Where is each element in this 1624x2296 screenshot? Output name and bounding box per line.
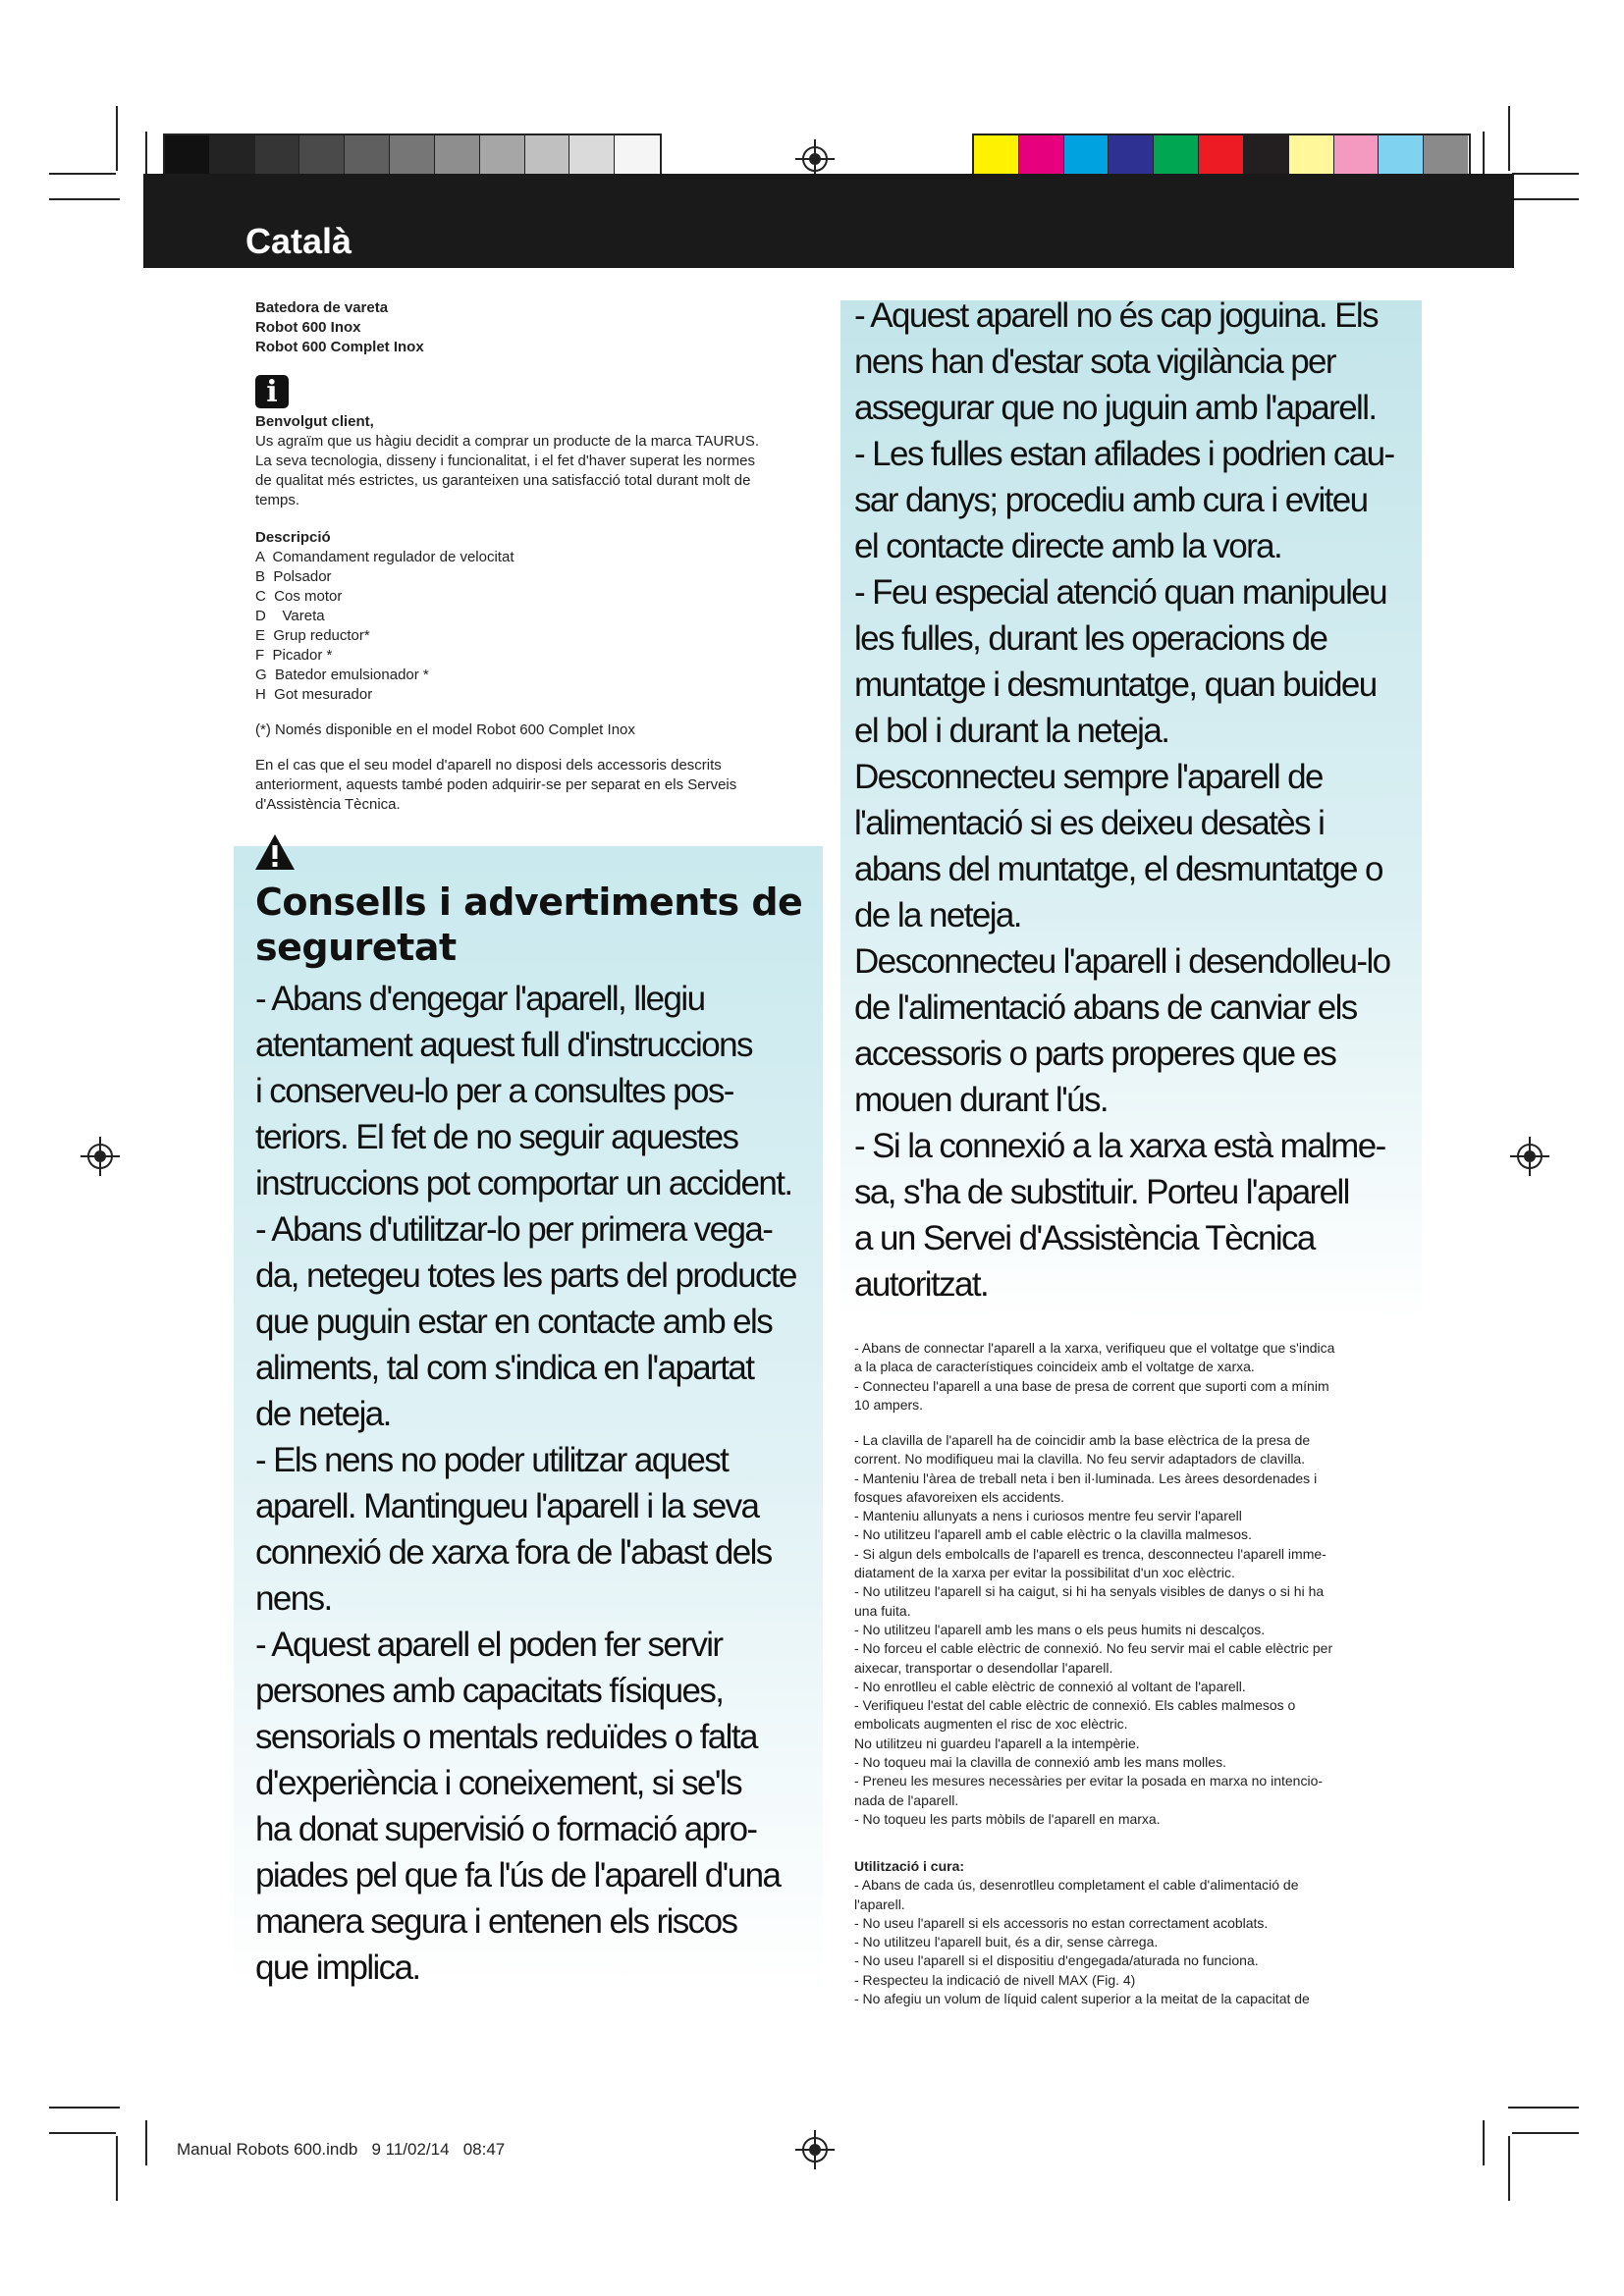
crop-mark	[49, 198, 120, 200]
intro-line: de qualitat més estrictes, us garanteixen una satisfacció total durant molt de	[255, 472, 751, 489]
small-line: - No useu l'aparell si el dispositiu d'engegada/aturada no funciona.	[854, 1952, 1259, 1969]
crop-mark	[1508, 198, 1579, 200]
safety-line: Desconnecteu l'aparell i desendolleu-lo	[854, 942, 1390, 981]
language-title: Català	[245, 221, 352, 261]
small-line: - No toqueu les parts mòbils de l'aparell en marxa.	[854, 1810, 1161, 1827]
registration-mark-icon	[795, 2130, 835, 2169]
info-icon: i	[255, 375, 289, 408]
description-item: F Picador *	[255, 647, 333, 664]
warning-icon	[253, 832, 297, 872]
safety-line: - Si la connexió a la xarxa està malme-	[854, 1127, 1385, 1165]
safety-line: nens han d'estar sota vigilància per	[854, 343, 1335, 381]
small-line: fosques afavoreixen els accidents.	[854, 1488, 1065, 1505]
crop-mark	[49, 2107, 120, 2109]
small-line: - Manteniu l'àrea de treball neta i ben il·luminada. Les àrees desordenades i	[854, 1469, 1318, 1486]
safety-line: - Aquest aparell no és cap joguina. Els	[854, 296, 1378, 335]
electrical-safety-block	[854, 1339, 1424, 1415]
safety-line: mouen durant l'ús.	[854, 1081, 1109, 1119]
safety-line: - Aquest aparell el poden fer servir	[255, 1626, 723, 1664]
small-line: a la placa de característiques coincideix amb el voltatge de xarxa.	[854, 1359, 1255, 1375]
description-item: A Comandament regulador de velocitat	[255, 549, 514, 565]
description-item: G Batedor emulsionador *	[255, 667, 429, 683]
small-line: - No utilitzeu l'aparell amb les mans o els peus humits ni descalços.	[854, 1621, 1266, 1637]
safety-line: da, netegeu totes les parts del producte	[255, 1256, 796, 1295]
safety-line: manera segura i entenen els riscos	[255, 1902, 737, 1941]
crop-mark	[116, 2136, 118, 2201]
accessories-line: En el cas que el seu model d'aparell no disposi dels accessoris descrits	[255, 757, 722, 774]
safety-line: aliments, tal com s'indica en l'apartat	[255, 1349, 754, 1387]
small-line: 10 ampers.	[854, 1396, 924, 1413]
description-item: B Polsador	[255, 568, 332, 585]
safety-line: ha donat supervisió o formació apro-	[255, 1810, 757, 1848]
safety-line: sar danys; procediu amb cura i eviteu	[854, 481, 1368, 519]
safety-line: el contacte directe amb la vora.	[854, 527, 1282, 565]
safety-line: de la neteja.	[854, 896, 1021, 934]
safety-line: - Feu especial atenció quan manipuleu	[854, 573, 1387, 612]
description-item: C Cos motor	[255, 588, 343, 605]
small-line: - Abans de connectar l'aparell a la xarxa, verifiqueu que el voltatge que s'indica	[854, 1340, 1335, 1356]
small-line: - No forceu el cable elèctric de connexió. No feu servir mai el cable elèctric per	[854, 1640, 1333, 1657]
safety-line: instruccions pot comportar un accident.	[255, 1164, 792, 1202]
accessories-line: d'Assistència Tècnica.	[255, 796, 401, 813]
safety-line: accessoris o parts properes que es	[854, 1035, 1336, 1073]
intro-block	[255, 412, 805, 510]
safety-line: - Abans d'engegar l'aparell, llegiu	[255, 980, 705, 1018]
small-line: - No enrotlleu el cable elèctric de connexió al voltant de l'aparell.	[854, 1678, 1246, 1694]
small-line: - No toqueu mai la clavilla de connexió amb les mans molles.	[854, 1754, 1226, 1771]
small-line: - No useu l'aparell si els accessoris no estan correctament acoblats.	[854, 1914, 1269, 1931]
small-line: diatament de la xarxa per evitar la possibilitat d'un xoc elèctric.	[854, 1565, 1235, 1581]
safety-line: connexió de xarxa fora de l'abast dels	[255, 1533, 772, 1572]
small-line: - Respecteu la indicació de nivell MAX (Fig. 4)	[854, 1971, 1136, 1988]
crop-mark	[116, 106, 118, 171]
small-line: - No utilitzeu l'aparell buit, és a dir, sense càrrega.	[854, 1934, 1159, 1950]
greeting: Benvolgut client,	[255, 413, 374, 430]
intro-line: Us agraïm que us hàgiu decidit a comprar un producte de la marca TAURUS.	[255, 433, 760, 450]
safety-title-line: seguretat	[255, 926, 457, 969]
safety-line: d'experiència i coneixement, si se'ls	[255, 1764, 741, 1802]
use-care-title: Utilització i cura:	[854, 1858, 965, 1874]
small-line: nada de l'aparell.	[854, 1791, 959, 1808]
safety-title	[255, 880, 805, 970]
product-model: Robot 600 Complet Inox	[255, 339, 424, 355]
crop-mark	[1508, 2107, 1579, 2109]
intro-line: La seva tecnologia, disseny i funcionalitat, i el fet d'haver superat les normes	[255, 453, 755, 469]
small-line: una fuita.	[854, 1602, 911, 1619]
safety-line: que puguin estar en contacte amb els	[255, 1303, 773, 1341]
safety-line: abans del muntatge, el desmuntatge o	[854, 850, 1382, 888]
crop-mark	[1508, 2136, 1510, 2201]
description-item: D Vareta	[255, 608, 325, 624]
small-line: - La clavilla de l'aparell ha de coincidir amb la base elèctrica de la presa de	[854, 1432, 1311, 1448]
safety-line: autoritzat.	[854, 1265, 989, 1304]
small-line: - Preneu les mesures necessàries per evitar la posada en marxa no intencio-	[854, 1773, 1324, 1789]
small-line: - No utilitzeu l'aparell amb el cable elèctric o la clavilla malmesos.	[854, 1526, 1252, 1543]
crop-mark	[49, 2132, 116, 2134]
description-item: E Grup reductor*	[255, 627, 370, 644]
small-line: l'aparell.	[854, 1896, 905, 1912]
accessories-line: anteriorment, aquests també poden adquirir-se per separat en els Serveis	[255, 776, 737, 793]
description-item: H Got mesurador	[255, 686, 373, 703]
description-title: Descripció	[255, 529, 331, 546]
registration-mark-icon	[1510, 1137, 1549, 1176]
safety-line: que implica.	[255, 1949, 420, 1987]
registration-mark-icon	[81, 1137, 120, 1176]
small-line: - Manteniu allunyats a nens i curiosos mentre feu servir l'aparell	[854, 1508, 1242, 1524]
small-line: corrent. No modifiqueu mai la clavilla. No feu servir adaptadors de clavilla.	[854, 1451, 1306, 1468]
safety-line: piades pel que fa l'ús de l'aparell d'una	[255, 1856, 781, 1895]
use-care-block	[854, 1857, 1424, 2008]
safety-line: de l'alimentació abans de canviar els	[854, 988, 1357, 1027]
safety-line: el bol i durant la neteja.	[854, 712, 1169, 750]
small-line: aixecar, transportar o desendollar l'aparell.	[854, 1659, 1113, 1676]
safety-line: l'alimentació si es deixeu desatès i	[854, 804, 1325, 842]
print-slug: Manual Robots 600.indb 9 11/02/14 08:47	[177, 2140, 506, 2159]
crop-mark	[145, 2120, 147, 2165]
safety-text-left	[255, 976, 844, 1991]
crop-mark	[1512, 2132, 1579, 2134]
safety-line: assegurar que no juguin amb l'aparell.	[854, 389, 1377, 427]
small-line: No utilitzeu ni guardeu l'aparell a la intempèrie.	[854, 1735, 1140, 1751]
safety-line: teriors. El fet de no seguir aquestes	[255, 1118, 738, 1156]
description-block	[255, 528, 805, 815]
safety-line: a un Servei d'Assistència Tècnica	[854, 1219, 1315, 1257]
safety-title-line: Consells i advertiments de	[255, 881, 803, 924]
language-header	[143, 174, 1514, 268]
safety-line: les fulles, durant les operacions de	[854, 619, 1327, 658]
safety-line: atentament aquest full d'instruccions	[255, 1026, 752, 1064]
safety-line: muntatge i desmuntatge, quan buideu	[854, 666, 1377, 704]
small-line: - No afegiu un volum de líquid calent superior a la meitat de la capacitat de	[854, 1991, 1310, 2007]
crop-mark	[1512, 173, 1579, 175]
general-safety-block	[854, 1431, 1424, 1829]
safety-line: persones amb capacitats físiques,	[255, 1672, 724, 1710]
intro-line: temps.	[255, 492, 300, 508]
small-line: - Si algun dels embolcalls de l'aparell es trenca, desconnecteu l'aparell imme-	[854, 1545, 1326, 1562]
safety-line: - Les fulles estan afilades i podrien cau-	[854, 435, 1394, 473]
small-line: - Connecteu l'aparell a una base de presa de corrent que suporti com a mínim	[854, 1377, 1329, 1394]
safety-line: aparell. Mantingueu l'aparell i la seva	[255, 1487, 759, 1525]
crop-mark	[1508, 106, 1510, 171]
safety-line: nens.	[255, 1579, 332, 1618]
product-name: Batedora de vareta	[255, 299, 389, 316]
safety-line: de neteja.	[255, 1395, 391, 1433]
safety-text-right	[854, 293, 1434, 1308]
small-line: embolicats augmenten el risc de xoc elèctric.	[854, 1716, 1128, 1733]
description-note: (*) Només disponible en el model Robot 600 Complet Inox	[255, 721, 635, 738]
safety-line: - Els nens no poder utilitzar aquest	[255, 1441, 729, 1479]
safety-line: sa, s'ha de substituir. Porteu l'aparell	[854, 1173, 1349, 1211]
safety-line: Desconnecteu sempre l'aparell de	[854, 758, 1323, 796]
safety-line: i conserveu-lo per a consultes pos-	[255, 1072, 733, 1110]
crop-mark	[49, 173, 116, 175]
crop-mark	[1483, 132, 1485, 177]
safety-line: - Abans d'utilitzar-lo per primera vega-	[255, 1210, 773, 1249]
small-line: - Abans de cada ús, desenrotlleu completament el cable d'alimentació de	[854, 1877, 1299, 1894]
product-block	[255, 298, 805, 357]
product-model: Robot 600 Inox	[255, 319, 361, 336]
safety-line: sensorials o mentals reduïdes o falta	[255, 1718, 757, 1756]
registration-mark-icon	[795, 139, 835, 179]
crop-mark	[1483, 2120, 1485, 2165]
small-line: - Verifiqueu l'estat del cable elèctric de connexió. Els cables malmesos o	[854, 1697, 1296, 1714]
small-line: - No utilitzeu l'aparell si ha caigut, si hi ha senyals visibles de danys o si hi ha	[854, 1583, 1325, 1600]
crop-mark	[145, 132, 147, 177]
